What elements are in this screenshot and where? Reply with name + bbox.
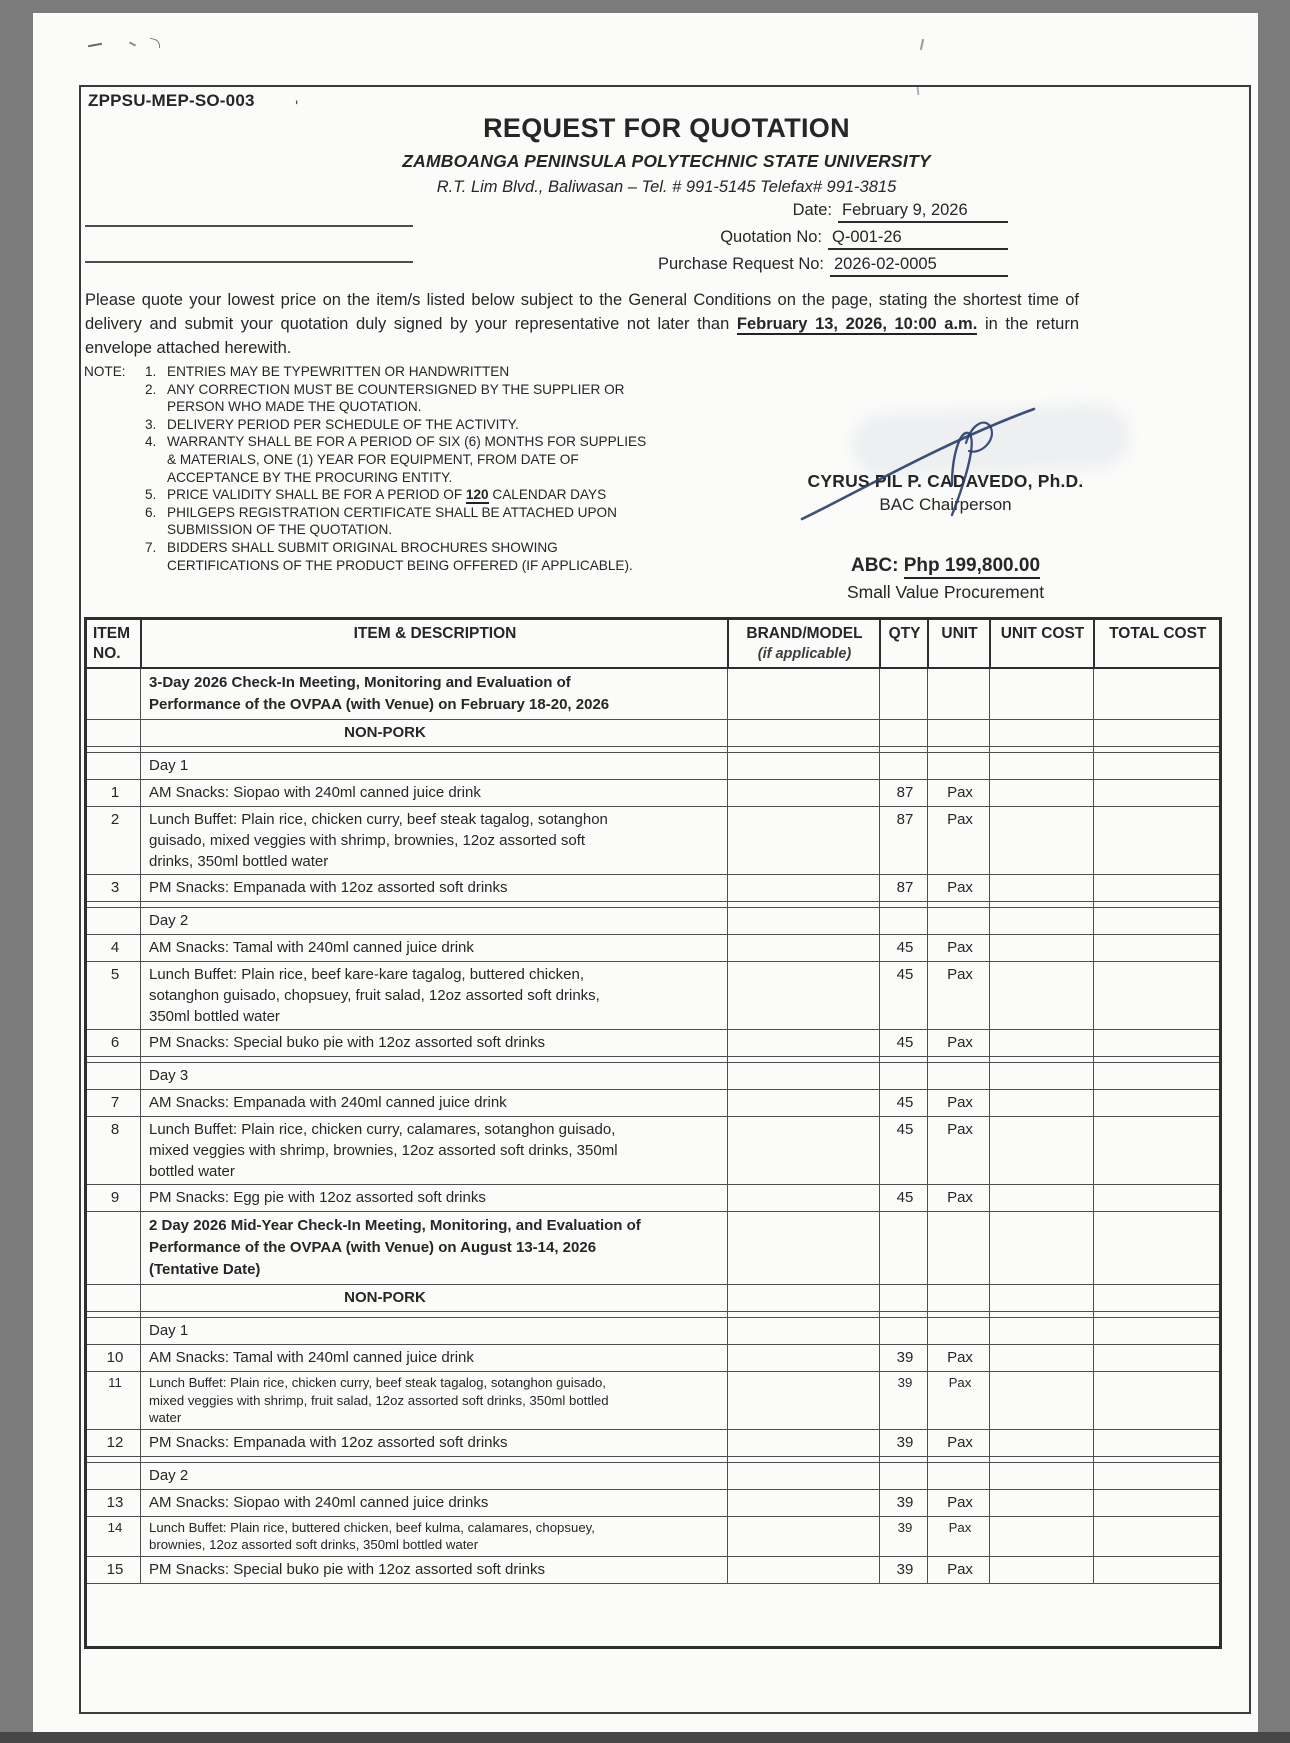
qty-header: QTY <box>880 619 928 669</box>
signatory-title: BAC Chairperson <box>879 495 1012 514</box>
table-row-item <box>86 1556 1221 1583</box>
note-number: 1. <box>145 364 157 379</box>
no-cell: 8 <box>86 1117 141 1185</box>
qty-cell: 45 <box>880 1185 928 1212</box>
purchase-request-no-line <box>84 255 1008 282</box>
table-row-item <box>86 780 1221 807</box>
description-text: NON-PORK <box>344 1289 426 1306</box>
unit-cell: Pax <box>928 1030 990 1057</box>
ucost-cell <box>990 908 1094 935</box>
ucost-cell <box>990 1462 1094 1489</box>
empty-row-cell <box>86 1583 1221 1647</box>
no-cell: 13 <box>86 1489 141 1516</box>
brand-cell <box>728 1063 880 1090</box>
date-value: February 9, 2026 <box>838 201 1008 223</box>
brand-cell <box>728 1090 880 1117</box>
brand-cell <box>728 1318 880 1345</box>
note-text: BIDDERS SHALL SUBMIT ORIGINAL BROCHURES SHOWING CERTIFICATIONS OF THE PRODUCT BEING OFFERED (IF APPLICABLE). <box>167 539 633 573</box>
header-row <box>86 619 1221 669</box>
table-row-item <box>86 1429 1221 1456</box>
qty-cell <box>880 1285 928 1312</box>
tcost-cell <box>1094 753 1221 780</box>
ucost-cell <box>990 1090 1094 1117</box>
brand-cell <box>728 908 880 935</box>
description-text: 2 Day 2026 Mid-Year Check-In Meeting, Monitoring, and Evaluation of Performance of the OVPAA (with Venue) on August 13-14, 2026 (Tentative Date) <box>149 1217 641 1278</box>
ucost-cell <box>990 1345 1094 1372</box>
desc-cell <box>141 908 728 935</box>
document-title: REQUEST FOR QUOTATION <box>483 113 850 143</box>
rfq-table-header <box>86 619 1221 669</box>
description-text: AM Snacks: Empanada with 240ml canned juice drink <box>149 1094 507 1111</box>
description-text: PM Snacks: Special buko pie with 12oz assorted soft drinks <box>149 1034 546 1051</box>
note-text: PRICE VALIDITY SHALL BE FOR A PERIOD OF 120 CALENDAR DAYS <box>167 487 607 503</box>
no-cell <box>86 1462 141 1489</box>
notes-block <box>84 363 752 603</box>
note-text: DELIVERY PERIOD PER SCHEDULE OF THE ACTIVITY. <box>167 416 519 432</box>
supplier-address-blank-line <box>85 261 413 263</box>
desc-cell <box>141 807 728 875</box>
note-text: ENTRIES MAY BE TYPEWRITTEN OR HANDWRITTEN <box>167 364 510 379</box>
scan-bottom-bar <box>0 1732 1290 1743</box>
unit-cell: Pax <box>928 1556 990 1583</box>
tcost-cell <box>1094 720 1221 747</box>
no-cell <box>86 908 141 935</box>
note-text: PHILGEPS REGISTRATION CERTIFICATE SHALL BE ATTACHED UPON SUBMISSION OF THE QUOTATION. <box>167 504 617 538</box>
qty-cell: 39 <box>880 1556 928 1583</box>
description-text: AM Snacks: Tamal with 240ml canned juice drink <box>149 1349 474 1366</box>
tcost-cell <box>1094 807 1221 875</box>
unit-cell <box>928 1318 990 1345</box>
brand-cell <box>728 1462 880 1489</box>
tcost-cell <box>1094 1063 1221 1090</box>
table-row-category <box>86 720 1221 747</box>
desc-cell <box>141 1345 728 1372</box>
desc-cell <box>141 1489 728 1516</box>
tcost-cell <box>1094 908 1221 935</box>
qty-cell: 39 <box>880 1489 928 1516</box>
tcost-cell <box>1094 1090 1221 1117</box>
description-text: Lunch Buffet: Plain rice, chicken curry, beef steak tagalog, sotanghon guisado, mixed veggies with shrimp, brownies, 12oz assorted soft drinks, 350ml bottled water <box>149 811 608 870</box>
ucost-cell <box>990 668 1094 720</box>
desc-cell <box>141 1318 728 1345</box>
description-text: Lunch Buffet: Plain rice, buttered chicken, beef kulma, calamares, chopsuey, brownies, 12oz assorted soft drinks, 350ml bottled water <box>149 1519 595 1552</box>
no-cell: 4 <box>86 935 141 962</box>
no-cell: 9 <box>86 1185 141 1212</box>
unit-cell <box>928 753 990 780</box>
document-page <box>33 13 1258 1732</box>
note-number: 3. <box>145 416 157 432</box>
brand-cell <box>728 875 880 902</box>
description-text: AM Snacks: Siopao with 240ml canned juice drinks <box>149 1493 489 1511</box>
no-cell <box>86 1318 141 1345</box>
qty-cell: 39 <box>880 1429 928 1456</box>
description-text: Day 2 <box>149 1466 189 1484</box>
ucost-cell <box>990 962 1094 1030</box>
document-border-box <box>79 85 1251 1714</box>
procurement-mode: Small Value Procurement <box>846 582 1045 602</box>
submission-deadline: February 13, 2026, 10:00 a.m. <box>736 315 978 333</box>
qty-cell: 45 <box>880 1117 928 1185</box>
abc-label: ABC: <box>850 555 899 576</box>
no-cell <box>86 1285 141 1312</box>
qty-cell <box>880 1318 928 1345</box>
unit-cell: Pax <box>928 1117 990 1185</box>
desc-cell <box>141 1516 728 1556</box>
unit-cell: Pax <box>928 935 990 962</box>
unit-cell <box>928 668 990 720</box>
desc-cell <box>141 753 728 780</box>
note-number: 5. <box>145 487 157 503</box>
brand-cell <box>728 1030 880 1057</box>
qty-cell <box>880 908 928 935</box>
brand-cell <box>728 807 880 875</box>
unit-cell <box>928 1285 990 1312</box>
ucost-cell <box>990 1212 1094 1285</box>
desc-cell <box>141 1556 728 1583</box>
table-row-day <box>86 908 1221 935</box>
rfq-items-table <box>84 617 1222 1649</box>
note-number: 2. <box>145 381 157 397</box>
description-text: Lunch Buffet: Plain rice, chicken curry, calamares, sotanghon guisado, mixed veggies with shrimp, brownies, 12oz assorted soft drinks, 350ml bottled water <box>149 1121 618 1180</box>
description-text: PM Snacks: Empanada with 12oz assorted soft drinks <box>149 1433 508 1451</box>
item-no-header-line1: ITEM <box>93 625 131 642</box>
description-text: PM Snacks: Special buko pie with 12oz assorted soft drinks <box>149 1560 546 1578</box>
tcost-cell <box>1094 1516 1221 1556</box>
tcost-cell <box>1094 1556 1221 1583</box>
brand-cell <box>728 1429 880 1456</box>
description-text: PM Snacks: Egg pie with 12oz assorted soft drinks <box>149 1189 486 1206</box>
abc-line <box>752 555 1139 577</box>
desc-cell <box>141 1372 728 1430</box>
brand-cell <box>728 1117 880 1185</box>
ucost-cell <box>990 780 1094 807</box>
pen-scuff-mark <box>129 41 136 46</box>
unit-cell: Pax <box>928 1372 990 1430</box>
no-cell <box>86 1212 141 1285</box>
desc-cell <box>141 1063 728 1090</box>
quotation-no-label: Quotation No: <box>720 228 822 246</box>
desc-cell <box>141 720 728 747</box>
tcost-cell <box>1094 1212 1221 1285</box>
university-address: R.T. Lim Blvd., Baliwasan – Tel. # 991-5145 Telefax# 991-3815 <box>436 178 897 196</box>
redaction-blob <box>861 413 1121 468</box>
no-cell <box>86 753 141 780</box>
desc-cell <box>141 1185 728 1212</box>
tcost-cell <box>1094 1372 1221 1430</box>
signatory-and-budget-block <box>752 363 1249 603</box>
ucost-cell <box>990 1556 1094 1583</box>
brand-model-header-line1: BRAND/MODEL <box>746 625 863 642</box>
ucost-cell <box>990 1372 1094 1430</box>
no-cell: 11 <box>86 1372 141 1430</box>
tcost-cell <box>1094 962 1221 1030</box>
notes-label: NOTE: <box>84 364 126 379</box>
description-text: Lunch Buffet: Plain rice, beef kare-kare tagalog, buttered chicken, sotanghon guisado, chopsuey, fruit salad, 12oz assorted soft drinks, 350ml bottled water <box>149 966 600 1025</box>
qty-cell <box>880 1212 928 1285</box>
unit-cell: Pax <box>928 1090 990 1117</box>
brand-cell <box>728 668 880 720</box>
table-row-item <box>86 935 1221 962</box>
qty-cell: 45 <box>880 1090 928 1117</box>
table-row-item <box>86 1372 1221 1430</box>
tcost-cell <box>1094 1318 1221 1345</box>
qty-cell <box>880 668 928 720</box>
qty-cell: 45 <box>880 1030 928 1057</box>
table-row-item <box>86 962 1221 1030</box>
unit-cell: Pax <box>928 1345 990 1372</box>
desc-cell <box>141 935 728 962</box>
tcost-cell <box>1094 1185 1221 1212</box>
brand-cell <box>728 1212 880 1285</box>
unit-cell: Pax <box>928 1489 990 1516</box>
qty-cell <box>880 720 928 747</box>
ucost-cell <box>990 1489 1094 1516</box>
no-cell: 2 <box>86 807 141 875</box>
description-text: NON-PORK <box>344 724 426 741</box>
table-row-item <box>86 1516 1221 1556</box>
instruction-text-tail: in the return envelope attached herewith. <box>85 315 1080 357</box>
table-row-section <box>86 668 1221 720</box>
desc-cell <box>141 1212 728 1285</box>
no-cell: 15 <box>86 1556 141 1583</box>
unit-cell <box>928 720 990 747</box>
ucost-cell <box>990 1117 1094 1185</box>
unit-cell: Pax <box>928 1429 990 1456</box>
table-row-item <box>86 1185 1221 1212</box>
no-cell <box>86 1063 141 1090</box>
brand-cell <box>728 1556 880 1583</box>
description-text: PM Snacks: Empanada with 12oz assorted soft drinks <box>149 879 508 896</box>
desc-cell <box>141 1030 728 1057</box>
table-row-day <box>86 753 1221 780</box>
unit-cell <box>928 1462 990 1489</box>
unit-cell: Pax <box>928 780 990 807</box>
unit-header: UNIT <box>928 619 990 669</box>
ucost-cell <box>990 1516 1094 1556</box>
description-text: Day 1 <box>149 757 189 774</box>
brand-cell <box>728 1489 880 1516</box>
note-item <box>145 486 705 504</box>
ucost-cell <box>990 1030 1094 1057</box>
description-text: AM Snacks: Tamal with 240ml canned juice drink <box>149 939 474 956</box>
quotation-no-value: Q-001-26 <box>828 228 1008 250</box>
qty-cell: 87 <box>880 807 928 875</box>
no-cell <box>86 668 141 720</box>
form-code: ZPPSU-MEP-SO-003 <box>88 91 255 110</box>
desc-cell <box>141 1090 728 1117</box>
unit-cell: Pax <box>928 962 990 1030</box>
ucost-cell <box>990 1429 1094 1456</box>
no-cell: 14 <box>86 1516 141 1556</box>
note-number: 6. <box>145 504 157 520</box>
ucost-cell <box>990 875 1094 902</box>
rfq-table-body <box>86 668 1221 1647</box>
brand-cell <box>728 720 880 747</box>
tcost-cell <box>1094 1345 1221 1372</box>
description-text: AM Snacks: Siopao with 240ml canned juice drink <box>149 784 481 801</box>
total-cost-header: TOTAL COST <box>1094 619 1221 669</box>
note-number: 7. <box>145 539 157 555</box>
meta-block <box>84 201 1249 282</box>
stray-apostrophe-mark: ' <box>295 97 299 116</box>
qty-cell: 45 <box>880 935 928 962</box>
signatory-name: CYRUS PIL P. CADAVEDO, Ph.D. <box>807 471 1084 491</box>
ucost-cell <box>990 1318 1094 1345</box>
desc-cell <box>141 1462 728 1489</box>
tcost-cell <box>1094 1462 1221 1489</box>
table-row-day <box>86 1462 1221 1489</box>
qty-cell: 87 <box>880 875 928 902</box>
purchase-request-no-label: Purchase Request No: <box>657 255 824 273</box>
qty-cell <box>880 1462 928 1489</box>
brand-cell <box>728 962 880 1030</box>
tcost-cell <box>1094 668 1221 720</box>
no-cell: 7 <box>86 1090 141 1117</box>
qty-cell <box>880 753 928 780</box>
no-cell: 6 <box>86 1030 141 1057</box>
note-number: 4. <box>145 434 157 450</box>
description-text: Day 1 <box>149 1322 189 1339</box>
brand-cell <box>728 753 880 780</box>
desc-cell <box>141 1429 728 1456</box>
table-row-day <box>86 1063 1221 1090</box>
unit-cell <box>928 908 990 935</box>
note-item <box>145 416 705 434</box>
instruction-text: Please quote your lowest price on the item/s listed below subject to the General Conditions on the page, stating the shortest time of delivery and submit your quotation duly signed by your representative not later than <box>85 291 1079 333</box>
item-no-header-line2: NO. <box>93 645 121 662</box>
brand-model-header-line2: (if applicable) <box>757 646 852 662</box>
unit-cell <box>928 1063 990 1090</box>
table-row-empty <box>86 1583 1221 1647</box>
qty-cell: 39 <box>880 1372 928 1430</box>
unit-cell: Pax <box>928 1516 990 1556</box>
table-row-category <box>86 1285 1221 1312</box>
table-row-item <box>86 807 1221 875</box>
table-row-item <box>86 875 1221 902</box>
ucost-cell <box>990 720 1094 747</box>
pen-scuff-mark <box>148 38 162 49</box>
tcost-cell <box>1094 875 1221 902</box>
no-cell: 12 <box>86 1429 141 1456</box>
ucost-cell <box>990 807 1094 875</box>
no-cell: 10 <box>86 1345 141 1372</box>
qty-cell <box>880 1063 928 1090</box>
purchase-request-no-value: 2026-02-0005 <box>830 255 1008 277</box>
no-cell <box>86 720 141 747</box>
supplier-name-blank-line <box>85 225 413 227</box>
brand-cell <box>728 1372 880 1430</box>
qty-cell: 87 <box>880 780 928 807</box>
tcost-cell <box>1094 780 1221 807</box>
desc-cell <box>141 1285 728 1312</box>
ucost-cell <box>990 1063 1094 1090</box>
no-cell: 5 <box>86 962 141 1030</box>
description-text: Day 2 <box>149 912 189 929</box>
tcost-cell <box>1094 1030 1221 1057</box>
unit-cell <box>928 1212 990 1285</box>
brand-cell <box>728 1185 880 1212</box>
unit-cell: Pax <box>928 807 990 875</box>
description-text: Lunch Buffet: Plain rice, chicken curry, beef steak tagalog, sotanghon guisado, mixed veggies with shrimp, fruit salad, 12oz assorted soft drinks, 350ml bottled water <box>149 1375 609 1425</box>
description-text: 3-Day 2026 Check-In Meeting, Monitoring and Evaluation of Performance of the OVPAA (with Venue) on February 18-20, 2026 <box>149 674 610 713</box>
date-line <box>84 201 1008 228</box>
instruction-paragraph <box>85 288 1079 360</box>
ucost-cell <box>990 753 1094 780</box>
desc-cell <box>141 668 728 720</box>
university-name: ZAMBOANGA PENINSULA POLYTECHNIC STATE UNIVERSITY <box>402 151 931 171</box>
no-cell: 1 <box>86 780 141 807</box>
desc-cell <box>141 962 728 1030</box>
date-label: Date: <box>792 201 832 219</box>
quotation-no-line <box>84 228 1008 255</box>
abc-value: Php 199,800.00 <box>904 555 1040 579</box>
qty-cell: 39 <box>880 1345 928 1372</box>
brand-cell <box>728 1345 880 1372</box>
note-item <box>145 539 705 574</box>
table-row-item <box>86 1117 1221 1185</box>
unit-cost-header: UNIT COST <box>990 619 1094 669</box>
ucost-cell <box>990 935 1094 962</box>
brand-model-header <box>728 619 880 669</box>
unit-cell: Pax <box>928 875 990 902</box>
desc-cell <box>141 780 728 807</box>
unit-cell: Pax <box>928 1185 990 1212</box>
table-row-item <box>86 1030 1221 1057</box>
pen-scuff-mark <box>88 43 102 47</box>
desc-cell <box>141 1117 728 1185</box>
note-list <box>145 363 705 603</box>
tcost-cell <box>1094 1429 1221 1456</box>
note-item <box>145 381 705 416</box>
table-row-day <box>86 1318 1221 1345</box>
qty-cell: 45 <box>880 962 928 1030</box>
note-item <box>145 363 705 381</box>
brand-cell <box>728 780 880 807</box>
table-row-item <box>86 1489 1221 1516</box>
tcost-cell <box>1094 1489 1221 1516</box>
tcost-cell <box>1094 1117 1221 1185</box>
note-item <box>145 504 705 539</box>
table-row-item <box>86 1090 1221 1117</box>
note-text: WARRANTY SHALL BE FOR A PERIOD OF SIX (6) MONTHS FOR SUPPLIES & MATERIALS, ONE (1) YEAR FOR EQUIPMENT, FROM DATE OF ACCEPTANCE BY THE PROCURING ENTITY. <box>167 434 647 485</box>
note-text: ANY CORRECTION MUST BE COUNTERSIGNED BY THE SUPPLIER OR PERSON WHO MADE THE QUOTATION. <box>167 381 625 415</box>
note-item <box>145 433 705 486</box>
desc-cell <box>141 875 728 902</box>
item-no-header <box>86 619 141 669</box>
ucost-cell <box>990 1285 1094 1312</box>
no-cell: 3 <box>86 875 141 902</box>
brand-cell <box>728 1285 880 1312</box>
tcost-cell <box>1094 935 1221 962</box>
description-header: ITEM & DESCRIPTION <box>141 619 728 669</box>
table-row-item <box>86 1345 1221 1372</box>
tcost-cell <box>1094 1285 1221 1312</box>
ucost-cell <box>990 1185 1094 1212</box>
table-row-section <box>86 1212 1221 1285</box>
stray-tick-mark <box>920 39 924 50</box>
brand-cell <box>728 935 880 962</box>
qty-cell: 39 <box>880 1516 928 1556</box>
brand-cell <box>728 1516 880 1556</box>
notes-and-signatory-section <box>84 363 1249 603</box>
description-text: Day 3 <box>149 1067 189 1084</box>
